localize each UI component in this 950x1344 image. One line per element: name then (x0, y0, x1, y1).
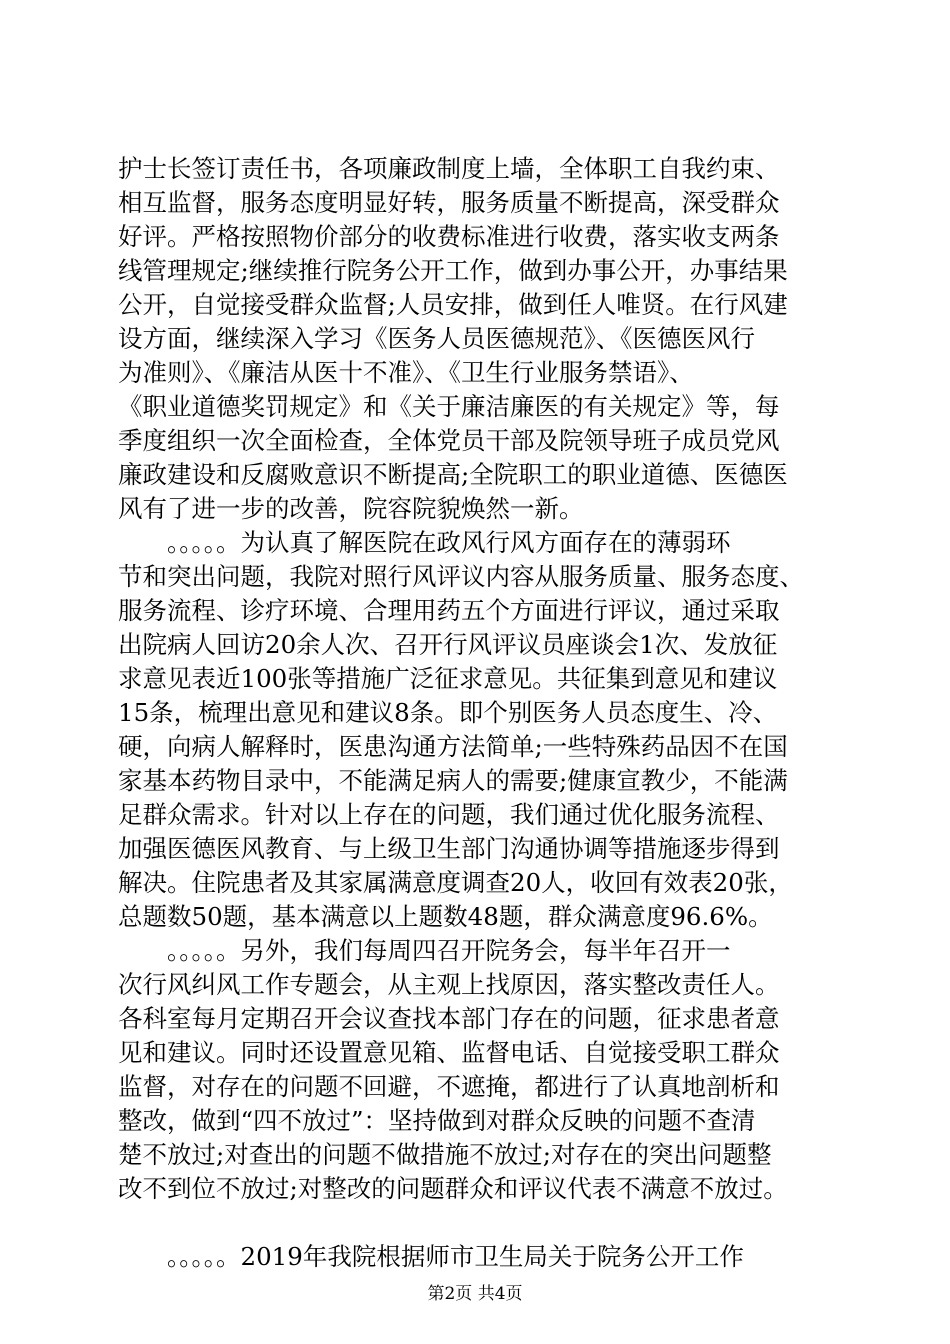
text-line: 公开，自觉接受群众监督;人员安排，做到任人唯贤。在行风建 (118, 290, 788, 319)
text-line: 总题数50题，基本满意以上题数48题，群众满意度96.6%。 (118, 902, 773, 931)
paragraph-4 (118, 1240, 848, 1274)
text-line: 线管理规定;继续推行院务公开工作，做到办事公开，办事结果 (118, 256, 788, 285)
text-line: 次行风纠风工作专题会，从主观上找原因，落实整改责任人。 (118, 970, 780, 999)
text-line: 足群众需求。针对以上存在的问题，我们通过优化服务流程、 (118, 800, 780, 829)
text-line: 风有了进一步的改善，院容院貌焕然一新。 (118, 494, 584, 523)
text-line: 硬，向病人解释时，医患沟通方法简单;一些特殊药品因不在国 (118, 732, 788, 761)
text-line: 楚不放过;对查出的问题不做措施不放过;对存在的突出问题整 (118, 1140, 772, 1169)
text-line: 。。。。。为认真了解医院在政风行风方面存在的薄弱环 (118, 528, 731, 557)
text-line: 监督，对存在的问题不回避，不遮掩，都进行了认真地剖析和 (118, 1072, 780, 1101)
text-line: 改不到位不放过;对整改的问题群众和评议代表不满意不放过。 (118, 1174, 788, 1203)
text-line: 相互监督，服务态度明显好转，服务质量不断提高，深受群众 (118, 188, 780, 217)
text-line: 。。。。。2019年我院根据师市卫生局关于院务公开工作 (118, 1242, 744, 1271)
text-line: 节和突出问题，我院对照行风评议内容从服务质量、服务态度、 (118, 562, 804, 591)
text-line: 见和建议。同时还设置意见箱、监督电话、自觉接受职工群众 (118, 1038, 780, 1067)
text-line: 廉政建设和反腐败意识不断提高;全院职工的职业道德、医德医 (118, 460, 788, 489)
text-line: 为准则》、《廉洁从医十不准》、《卫生行业服务禁语》、 (118, 358, 694, 387)
text-line: 家基本药物目录中，不能满足病人的需要;健康宣教少，不能满 (118, 766, 788, 795)
text-line: 《职业道德奖罚规定》和《关于廉洁廉医的有关规定》等，每 (118, 392, 780, 421)
text-line: 15条，梳理出意见和建议8条。即个别医务人员态度生、冷、 (118, 698, 778, 727)
page-footer: 第2页 共4页 (427, 1284, 523, 1304)
text-line: 好评。严格按照物价部分的收费标准进行收费，落实收支两条 (118, 222, 780, 251)
text-line: 求意见表近100张等措施广泛征求意见。共征集到意见和建议 (118, 664, 778, 693)
text-line: 服务流程、诊疗环境、合理用药五个方面进行评议，通过采取 (118, 596, 780, 625)
text-line: 解决。住院患者及其家属满意度调查20人，收回有效表20张， (118, 868, 793, 897)
text-line: 各科室每月定期召开会议查找本部门存在的问题，征求患者意 (118, 1004, 780, 1033)
paragraph-1 (118, 152, 848, 526)
text-line: 护士长签订责任书，各项廉政制度上墙，全体职工自我约束、 (118, 154, 780, 183)
text-line: 出院病人回访20余人次、召开行风评议员座谈会1次、发放征 (118, 630, 778, 659)
text-line: 季度组织一次全面检查，全体党员干部及院领导班子成员党风 (118, 426, 780, 455)
text-line: 整改，做到“四不放过”：坚持做到对群众反映的问题不查清 (118, 1106, 756, 1135)
text-line: 加强医德医风教育、与上级卫生部门沟通协调等措施逐步得到 (118, 834, 780, 863)
text-line: 。。。。。另外，我们每周四召开院务会，每半年召开一 (118, 936, 731, 965)
document-body (118, 152, 848, 1274)
paragraph-3 (118, 934, 848, 1206)
blank-line (118, 1206, 848, 1240)
paragraph-2 (118, 526, 848, 934)
text-line: 设方面，继续深入学习《医务人员医德规范》、《医德医风行 (118, 324, 755, 353)
